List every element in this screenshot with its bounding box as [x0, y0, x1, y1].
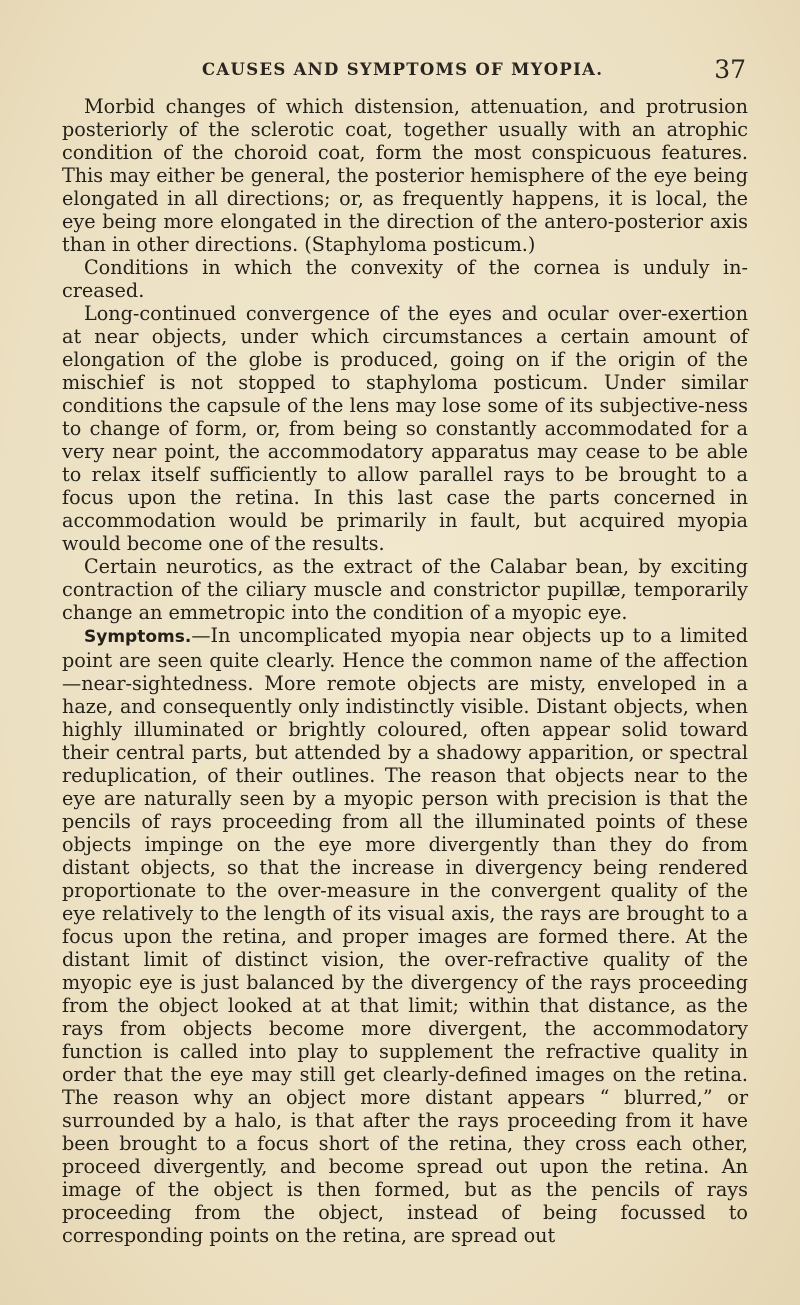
paragraph-morbid-changes: Morbid changes of which distension, attenuation, and protrusion posteriorly of the sclerotic coat, together usually with an atrophic condition of the choroid coat, form the most conspicuous features. This may either be general, the posterior hemisphere of the eye being elongated in all directions; or, as frequently happens, it is local, the eye being more elongated in the direction of the antero-posterior axis than in other directions. (Staphyloma posticum.): [62, 95, 748, 256]
page-header: [62, 55, 748, 84]
symptoms-heading: Symptoms.: [84, 627, 192, 647]
body-text: [62, 95, 748, 1247]
symptoms-text: —In uncomplicated myopia near objects up to a limited point are seen quite clearly. Hence the common name of the affection—near-sightedness. More remote objects are misty, enveloped in a haze, and consequently only indistinctly visible. Distant objects, when highly illuminated or brightly coloured, often appear solid toward their central parts, but attended by a shadowy apparition, or spectral reduplication, of their outlines. The reason that objects near to the eye are naturally seen by a myopic person with precision is that the pencils of rays proceeding from all the illuminated points of these objects impinge on the eye more divergently than they do from distant objects, so that the increase in divergency being rendered proportionate to the over-measure in the convergent quality of the eye relatively to the length of its visual axis, the rays are brought to a focus upon the retina, and proper images are formed there. At the distant limit of distinct vision, the over-refractive quality of the myopic eye is just balanced by the divergency of the rays proceeding from the object looked at at that limit; within that distance, as the rays from objects become more divergent, the accommodatory function is called into play to supplement the refractive quality in order that the eye may still get clearly-defined images on the retina. The reason why an object more distant appears “ blurred,” or surrounded by a halo, is that after the rays proceeding from it have been brought to a focus short of the retina, they cross each other, proceed divergently, and become spread out upon the retina. An image of the object is then formed, but as the pencils of rays proceeding from the object, instead of being focussed to corresponding points on the retina, are spread out: [62, 624, 748, 1247]
paragraph-neurotics: Certain neurotics, as the extract of the Calabar bean, by exciting contraction of the ciliary muscle and constrictor pupillæ, temporarily change an emmetropic into the condition of a myopic eye.: [62, 555, 748, 624]
paragraph-symptoms: [62, 624, 748, 1247]
page-number: 37: [714, 55, 746, 84]
paragraph-convergence: Long-continued convergence of the eyes and ocular over-exertion at near objects, under which circumstances a certain amount of elongation of the globe is produced, going on if the origin of the mischief is not stopped to staphyloma posticum. Under similar conditions the capsule of the lens may lose some of its subjective-ness to change of form, or, from being so constantly accommodated for a very near point, the accommodatory apparatus may cease to be able to relax itself sufficiently to allow parallel rays to be brought to a focus upon the retina. In this last case the parts concerned in accommodation would be primarily in fault, but acquired myopia would become one of the results.: [62, 302, 748, 555]
running-title: CAUSES AND SYMPTOMS OF MYOPIA.: [202, 60, 604, 79]
paragraph-cornea-convexity: Conditions in which the convexity of the cornea is unduly in-creased.: [62, 256, 748, 302]
